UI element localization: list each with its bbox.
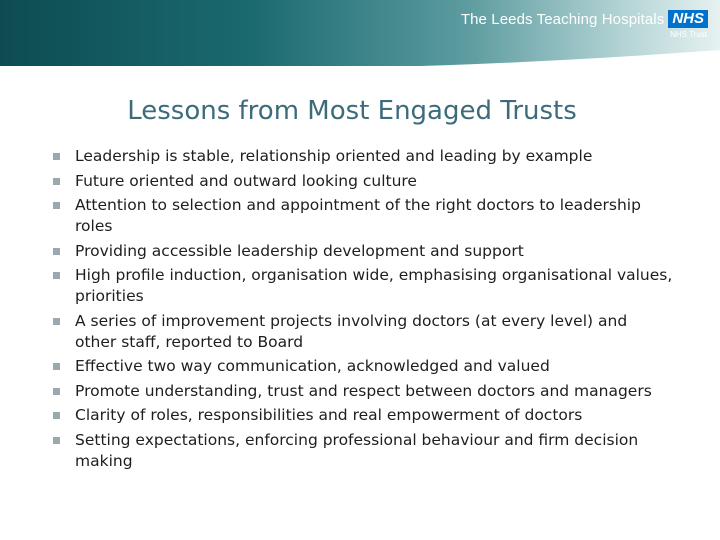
nhs-logo: NHS (668, 10, 708, 28)
bullet-text: Promote understanding, trust and respect between doctors and managers (75, 381, 652, 400)
bullet-list (53, 146, 673, 475)
organisation-name: The Leeds Teaching Hospitals (460, 10, 665, 28)
bullet-text: High profile induction, organisation wide, emphasising organisational values, priorities (75, 266, 673, 305)
square-bullet-icon (53, 388, 60, 395)
square-bullet-icon (53, 318, 60, 325)
bullet-item (53, 356, 673, 377)
slide-title: Lessons from Most Engaged Trusts (127, 96, 577, 126)
bullet-item (53, 171, 673, 192)
bullet-item (53, 405, 673, 426)
square-bullet-icon (53, 202, 60, 209)
square-bullet-icon (53, 363, 60, 370)
square-bullet-icon (53, 248, 60, 255)
organisation-brand (461, 10, 708, 39)
square-bullet-icon (53, 272, 60, 279)
square-bullet-icon (53, 153, 60, 160)
bullet-item (53, 311, 673, 353)
bullet-text: Attention to selection and appointment of the right doctors to leadership roles (75, 196, 641, 235)
bullet-text: Future oriented and outward looking culture (75, 171, 417, 190)
bullet-item (53, 265, 673, 307)
bullet-text: Clarity of roles, responsibilities and real empowerment of doctors (75, 406, 583, 424)
bullet-item (53, 241, 673, 262)
bullet-item (53, 430, 673, 472)
square-bullet-icon (53, 412, 60, 419)
bullet-text: Setting expectations, enforcing professional behaviour and firm decision making (75, 430, 639, 470)
bullet-text: Providing accessible leadership development and support (75, 241, 524, 260)
header-curve-decoration (0, 40, 720, 80)
bullet-text: Leadership is stable, relationship oriented and leading by example (75, 147, 593, 165)
bullet-text: A series of improvement projects involving doctors (at every level) and other staff, reported to Board (75, 311, 628, 351)
square-bullet-icon (53, 437, 60, 444)
bullet-item (53, 381, 673, 402)
bullet-item (53, 195, 673, 237)
bullet-item (53, 146, 673, 167)
square-bullet-icon (53, 178, 60, 185)
bullet-text: Effective two way communication, acknowledged and valued (75, 357, 550, 375)
organisation-subtitle: NHS Trust (670, 30, 707, 39)
